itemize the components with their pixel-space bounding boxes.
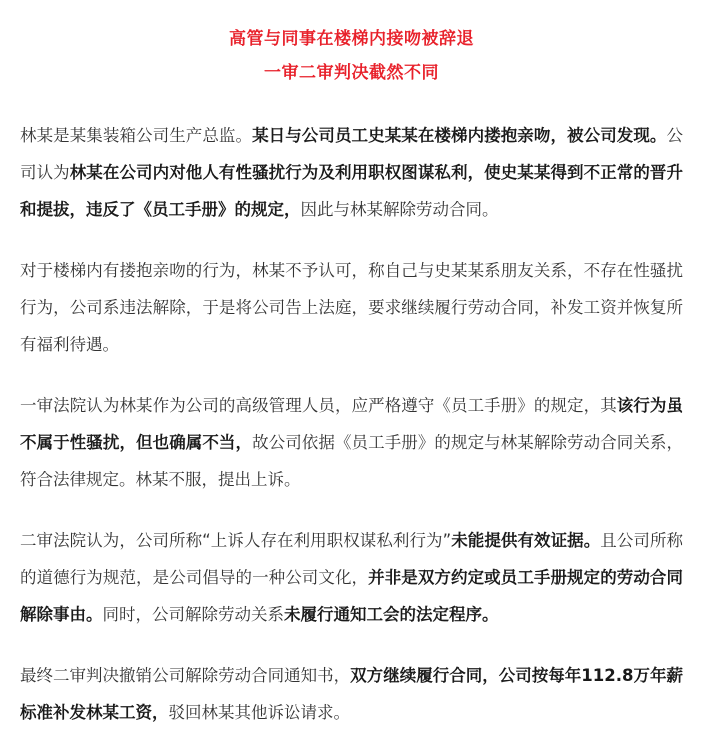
title-line-1: 高管与同事在楼梯内接吻被辞退 [229, 29, 474, 49]
paragraph-segment-bold: 某日与公司员工史某某在楼梯内搂抱亲吻，被公司发现。 [252, 126, 667, 145]
paragraph-4 [20, 522, 683, 633]
paragraph-segment: 对于楼梯内有搂抱亲吻的行为，林某不予认可，称自己与史某某系朋友关系，不存在性骚扰行为，公司系违法解除，于是将公司告上法庭，要求继续履行劳动合同，补发工资并恢复所有福利待遇。 [20, 261, 683, 354]
paragraph-1 [20, 117, 683, 228]
paragraph-segment: 公司认为 [20, 126, 684, 182]
paragraph-segment: 同时，公司解除劳动关系 [102, 605, 284, 624]
paragraph-segment: 且公司所称的道德行为规范，是公司倡导的一种公司文化， [20, 531, 684, 587]
paragraph-segment: 故公司依据《员工手册》的规定与林某解除劳动合同关系，符合法律规定。林某不服，提出上诉。 [20, 433, 684, 489]
paragraph-segment-bold: 双方继续履行合同，公司按每年112.8万年薪标准补发林某工资， [20, 666, 683, 722]
paragraph-segment: 因此与林某解除劳动合同。 [300, 200, 499, 219]
paragraph-segment-bold: 林某在公司内对他人有性骚扰行为及利用职权图谋私利，使史某某得到不正常的晋升和提拔，违反了《员工手册》的规定， [20, 163, 684, 219]
article-title [20, 0, 683, 90]
paragraph-2 [20, 252, 683, 363]
paragraph-segment-bold: 该行为虽不属于性骚扰，但也确属不当， [20, 396, 684, 452]
title-line-2: 一审二审判决截然不同 [264, 63, 439, 83]
paragraph-segment-bold: 并非是双方约定或员工手册规定的劳动合同解除事由。 [20, 568, 684, 624]
paragraph-segment-bold: 未履行通知工会的法定程序。 [284, 605, 499, 624]
paragraph-3 [20, 387, 683, 498]
paragraph-segment: 林某是某集装箱公司生产总监。 [20, 126, 253, 145]
paragraph-segment: 最终二审判决撤销公司解除劳动合同通知书， [20, 666, 351, 685]
paragraph-segment: 二审法院认为，公司所称“上诉人存在利用职权谋私利行为” [20, 531, 452, 550]
paragraph-segment-bold: 未能提供有效证据。 [451, 531, 601, 550]
paragraph-segment: 驳回林某其他诉讼请求。 [168, 703, 350, 722]
paragraph-segment: 一审法院认为林某作为公司的高级管理人员，应严格遵守《员工手册》的规定，其 [20, 396, 617, 415]
paragraph-5 [20, 657, 683, 731]
